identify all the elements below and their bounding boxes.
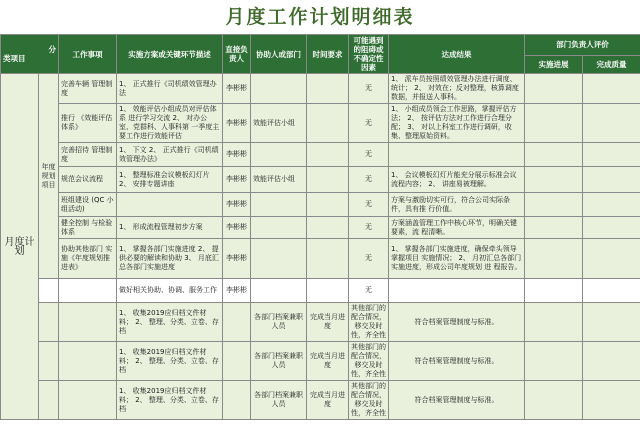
eval-quality-cell — [583, 104, 640, 143]
eval-progress-cell — [525, 279, 583, 303]
owner-cell: 李彬彬 — [223, 217, 251, 239]
risk-cell: 其他部门的配合情况，移交及时性，齐全性 — [349, 342, 389, 381]
plan-cell: 1、 正式推行《司机绩效管理办法 — [117, 74, 223, 104]
sub-category-cell — [39, 342, 59, 381]
assist-cell: 效能评估小组 — [251, 104, 307, 143]
section-annual: 年度规划项目 — [39, 74, 59, 279]
owner-cell: 李彬彬 — [223, 239, 251, 279]
eval-progress-cell — [525, 217, 583, 239]
sub-category-cell — [39, 279, 59, 303]
table-row — [1, 303, 640, 342]
plan-cell: 1、 整理标准会议模板幻灯片 2、 安排专题讲座 — [117, 167, 223, 193]
eval-quality-cell — [583, 193, 640, 217]
plan-cell: 1、 掌握各部门实施进度 2、 提供必要的解读和协助 3、 月底汇总各部门实施进度 — [117, 239, 223, 279]
page-title: 月度工作计划明细表 — [225, 6, 415, 28]
item-cell — [59, 342, 117, 381]
risk-cell: 无 — [349, 239, 389, 279]
item-cell: 完善招待 管理制度 — [59, 143, 117, 167]
item-cell: 规范会议流程 — [59, 167, 117, 193]
header-item: 工作事项 — [59, 35, 117, 74]
result-cell: 符合档案管理制度与标准。 — [389, 303, 525, 342]
result-cell: 1、 派车员按照绩效管理办法进行调度、统计； 2、 对效在；反对整理，核算调度数据，并报送人事科。 — [389, 74, 525, 104]
assist-cell: 各部门档案兼职人员 — [251, 381, 307, 420]
table-row — [1, 193, 640, 217]
plan-cell: 1、 下文 2、 正式推行《司机绩效管理办法》 — [117, 143, 223, 167]
eval-quality-cell — [583, 167, 640, 193]
eval-progress-cell — [525, 74, 583, 104]
result-cell: 方案与激励切实可行，符合公司实际条件，具有推 行价值。 — [389, 193, 525, 217]
plan-cell: 1、 形成流程管理初步方案 — [117, 217, 223, 239]
result-cell: 1、 掌握各部门实施进度，确保牵头领导掌握项目 实施情况； 2、 月初汇总各部门实施进度，形成公司年度规划 进 程报告。 — [389, 239, 525, 279]
time-cell — [307, 74, 349, 104]
time-cell — [307, 217, 349, 239]
table-row — [1, 279, 640, 303]
result-cell: 1、 会议模板幻灯片能充分展示标准会议流程内容； 2、 讲座易被理解。 — [389, 167, 525, 193]
header-eval-quality: 完成质量 — [583, 55, 640, 73]
assist-cell — [251, 217, 307, 239]
eval-progress-cell — [525, 239, 583, 279]
owner-cell: 李彬彬 — [223, 279, 251, 303]
owner-cell: 李彬彬 — [223, 104, 251, 143]
result-cell: 1、 小组成员领会工作思路，掌握评估方法； 2、 按评估方法对工作进行合理分配； 3、 对以上科室工作进行调研，收集、整理原始资料。 — [389, 104, 525, 143]
owner-cell: 李彬彬 — [223, 143, 251, 167]
header-result: 达成结果 — [389, 35, 525, 74]
assist-cell: 效能评估小组 — [251, 167, 307, 193]
table-row — [1, 381, 640, 420]
table-row — [1, 74, 640, 104]
header-risk: 可能遇到的阻碍或不确定性因素 — [349, 35, 389, 74]
risk-cell: 其他部门的配合情况，移交及时性，齐全性 — [349, 381, 389, 420]
eval-progress-cell — [525, 104, 583, 143]
header-plan: 实施方案或关键环节描述 — [117, 35, 223, 74]
item-cell — [59, 303, 117, 342]
sub-category-cell — [39, 303, 59, 342]
risk-cell: 无 — [349, 104, 389, 143]
owner-cell: 李彬彬 — [223, 167, 251, 193]
time-cell — [307, 279, 349, 303]
header-eval: 部门负责人评价 — [525, 35, 640, 56]
time-cell: 完成当月进度 — [307, 342, 349, 381]
assist-cell — [251, 279, 307, 303]
risk-cell: 无 — [349, 74, 389, 104]
item-cell: 协助其他部门 实施《年度规划推 进表》 — [59, 239, 117, 279]
header-eval-progress: 实施进展 — [525, 55, 583, 73]
result-cell — [389, 279, 525, 303]
plan-cell: 1、 收集2019应归档文件材料； 2、 整理、分类、立卷、存档 — [117, 303, 223, 342]
assist-cell: 各部门档案兼职人员 — [251, 342, 307, 381]
assist-cell — [251, 74, 307, 104]
eval-quality-cell — [583, 217, 640, 239]
owner-cell: 李彬彬 — [223, 74, 251, 104]
owner-cell — [223, 303, 251, 342]
assist-cell — [251, 193, 307, 217]
eval-quality-cell — [583, 279, 640, 303]
table-row — [1, 239, 640, 279]
result-cell: 方案涵盖管理工作中核心环节，明确关键要素，流 程清晰。 — [389, 217, 525, 239]
header-category: 分 类项目 — [1, 35, 59, 74]
eval-quality-cell — [583, 303, 640, 342]
eval-progress-cell — [525, 342, 583, 381]
eval-progress-cell — [525, 303, 583, 342]
result-cell — [389, 143, 525, 167]
eval-progress-cell — [525, 167, 583, 193]
item-cell — [59, 381, 117, 420]
time-cell: 完成当月进度 — [307, 381, 349, 420]
time-cell — [307, 167, 349, 193]
assist-cell — [251, 239, 307, 279]
eval-progress-cell — [525, 143, 583, 167]
table-row — [1, 342, 640, 381]
time-cell — [307, 239, 349, 279]
eval-quality-cell — [583, 381, 640, 420]
plan-table — [0, 34, 640, 420]
table-row — [1, 143, 640, 167]
owner-cell — [223, 342, 251, 381]
item-cell: 完善车辆 管理制度 — [59, 74, 117, 104]
eval-progress-cell — [525, 193, 583, 217]
risk-cell: 其他部门的配合情况，移交及时性，齐全性 — [349, 303, 389, 342]
section-month: 月度计划 — [1, 74, 39, 420]
result-cell: 符合档案管理制度与标准。 — [389, 381, 525, 420]
eval-quality-cell — [583, 74, 640, 104]
owner-cell — [223, 381, 251, 420]
risk-cell: 无 — [349, 279, 389, 303]
table-row — [1, 104, 640, 143]
result-cell: 符合档案管理制度与标准。 — [389, 342, 525, 381]
table-row — [1, 217, 640, 239]
time-cell: 完成当月进度 — [307, 303, 349, 342]
owner-cell: 李彬彬 — [223, 193, 251, 217]
risk-cell: 无 — [349, 193, 389, 217]
plan-cell: 1、 收集2019应归档文件材料； 2、 整理、分类、立卷、存档 — [117, 342, 223, 381]
risk-cell: 无 — [349, 167, 389, 193]
item-cell: 推行 《效能评估体系》 — [59, 104, 117, 143]
assist-cell — [251, 143, 307, 167]
table-row — [1, 167, 640, 193]
header-owner: 直接负责人 — [223, 35, 251, 74]
item-cell: 健全控制 与检验体系 — [59, 217, 117, 239]
risk-cell: 无 — [349, 143, 389, 167]
header-assist: 协助人或部门 — [251, 35, 307, 74]
plan-cell: 1、 效能评估小组成员对评估体系 进行学习交流 2、 对办公室、党群科、人事科第 一季度主要工作进行效能评估 — [117, 104, 223, 143]
risk-cell: 无 — [349, 217, 389, 239]
item-cell — [59, 279, 117, 303]
plan-cell: 做好相关协助、协调、服务工作 — [117, 279, 223, 303]
time-cell — [307, 104, 349, 143]
time-cell — [307, 143, 349, 167]
eval-progress-cell — [525, 381, 583, 420]
plan-cell — [117, 193, 223, 217]
item-cell: 班组建设 (QC 小组活动) — [59, 193, 117, 217]
eval-quality-cell — [583, 143, 640, 167]
eval-quality-cell — [583, 239, 640, 279]
time-cell — [307, 193, 349, 217]
plan-cell: 1、 收集2019应归档文件材料； 2、 整理、分类、立卷、存档 — [117, 381, 223, 420]
assist-cell: 各部门档案兼职人员 — [251, 303, 307, 342]
header-time: 时间要求 — [307, 35, 349, 74]
eval-quality-cell — [583, 342, 640, 381]
sub-category-cell — [39, 381, 59, 420]
